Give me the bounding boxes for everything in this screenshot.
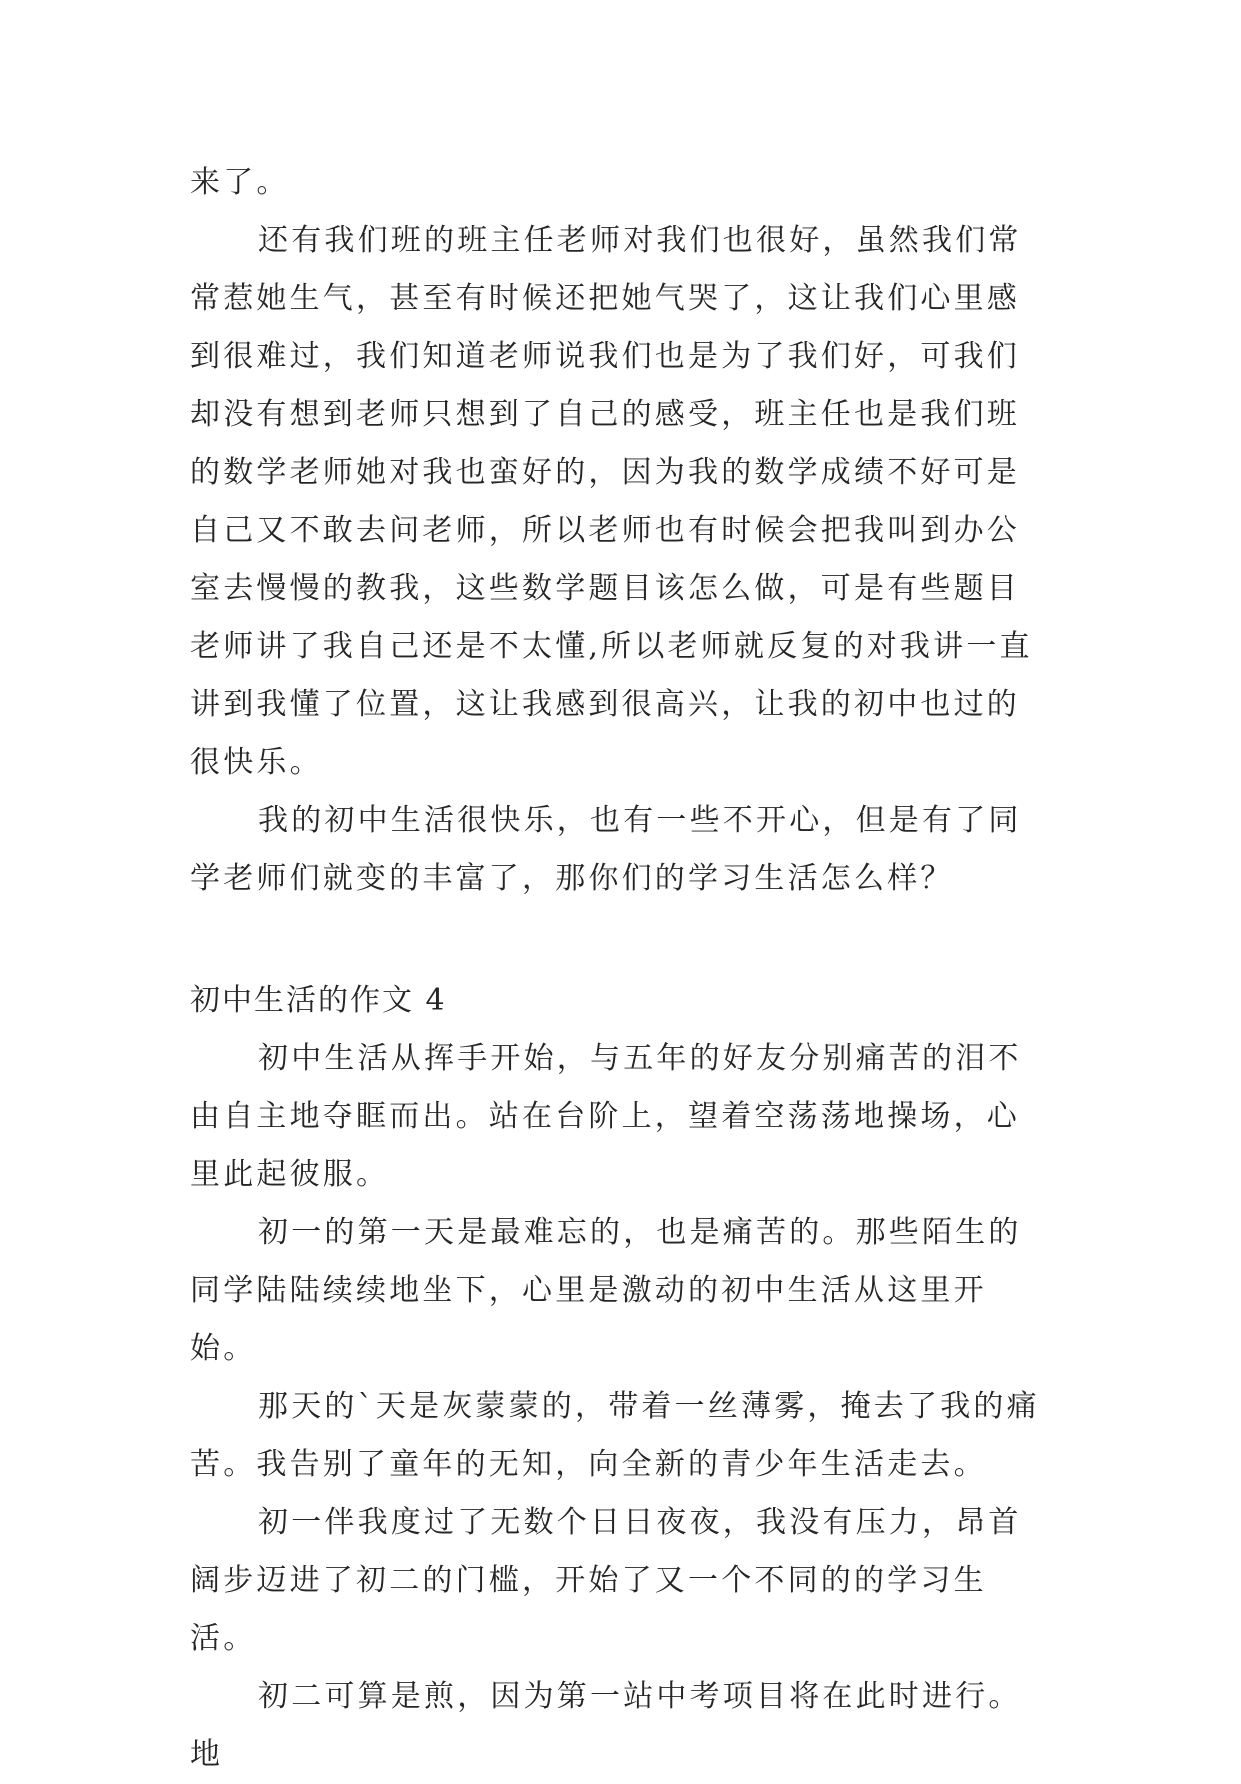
document-page	[190, 154, 1052, 1784]
section-spacer	[190, 908, 1052, 972]
paragraph-head-teacher: 还有我们班的班主任老师对我们也很好，虽然我们常常惹她生气，甚至有时候还把她气哭了，这让我们心里感到很难过，我们知道老师说我们也是为了我们好，可我们却没有想到老师只想到了自己的感受，班主任也是我们班的数学老师她对我也蛮好的，因为我的数学成绩不好可是自己又不敢去问老师，所以老师也有时候会把我叫到办公室去慢慢的教我，这些数学题目该怎么做，可是有些题目老师讲了我自己还是不太懂,所以老师就反复的对我讲一直讲到我懂了位置，这让我感到很高兴，让我的初中也过的很快乐。	[190, 223, 1033, 780]
paragraph-conclusion: 我的初中生活很快乐，也有一些不开心，但是有了同学老师们就变的丰富了，那你们的学习生活怎么样？	[190, 803, 1022, 896]
essay-heading: 初中生活的作文 4	[190, 983, 447, 1018]
paragraph-essay-4: 初一伴我度过了无数个日日夜夜，我没有压力，昂首阔步迈进了初二的门槛，开始了又一个不同的的学习生活。	[190, 1505, 1022, 1656]
paragraph-essay-3: 那天的`天是灰蒙蒙的，带着一丝薄雾，掩去了我的痛苦。我告别了童年的无知，向全新的青少年生活走去。	[190, 1389, 1040, 1482]
paragraph-essay-5: 初二可算是煎，因为第一站中考项目将在此时进行。地	[190, 1679, 1022, 1772]
paragraph-continuation: 来了。	[190, 165, 290, 200]
paragraph-essay-1: 初中生活从挥手开始，与五年的好友分别痛苦的泪不由自主地夺眶而出。站在台阶上，望着空荡荡地操场，心里此起彼服。	[190, 1041, 1022, 1192]
paragraph-essay-2: 初一的第一天是最难忘的，也是痛苦的。那些陌生的同学陆陆续续地坐下，心里是激动的初中生活从这里开始。	[190, 1215, 1022, 1366]
